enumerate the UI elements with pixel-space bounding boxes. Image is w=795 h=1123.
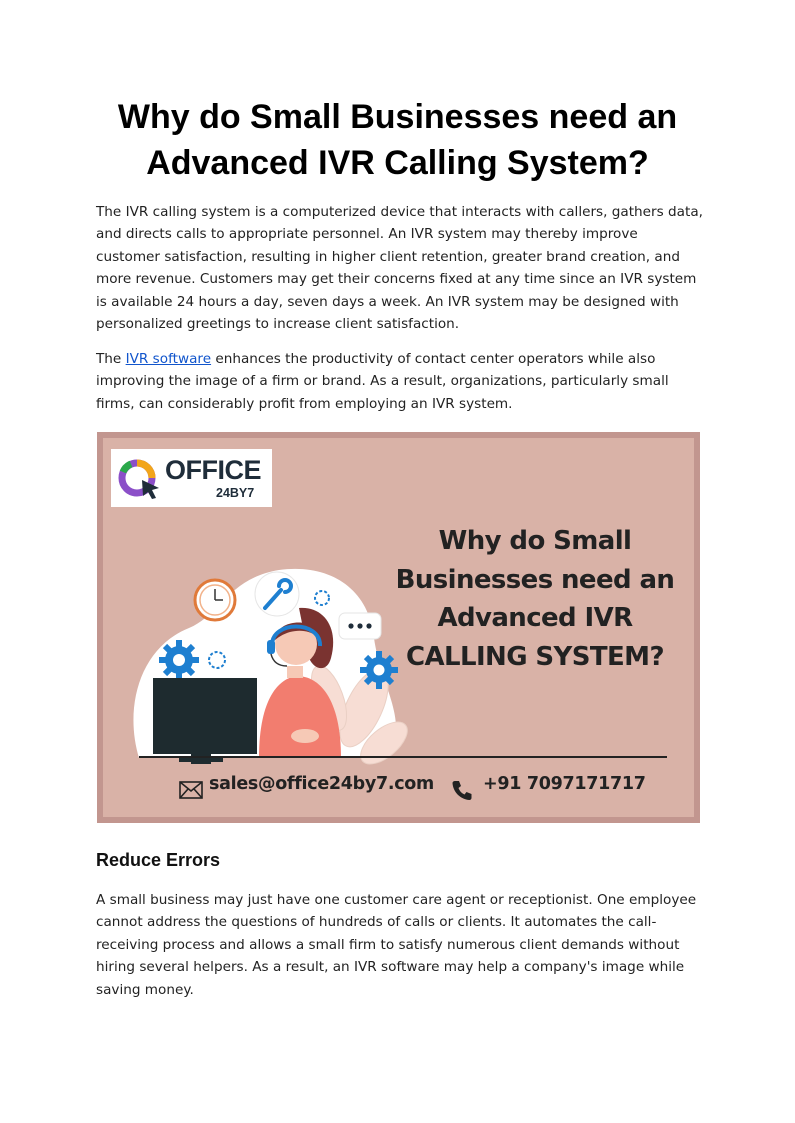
banner-title-line-4: CALLING SYSTEM? — [406, 641, 664, 672]
banner-title — [375, 522, 695, 676]
page-title-line-1: Why do Small Businesses need an — [117, 98, 678, 136]
page-title-line-2: Advanced IVR Calling System? — [146, 144, 649, 182]
page-title — [60, 94, 735, 186]
banner-image — [97, 432, 700, 823]
gear-icon — [159, 640, 199, 680]
contact-phone: +91 7097171717 — [483, 774, 646, 794]
wrench-icon — [255, 572, 299, 616]
banner-title-line-1: Why do Small — [438, 526, 632, 556]
banner-title-line-2: Businesses need an — [395, 564, 675, 595]
banner-background — [103, 438, 694, 817]
section-paragraph: A small business may just have one customer care agent or receptionist. One employee cannot address the questions of hundreds of calls or clients. It automates the call-receiving process and allows a small firm to satisfy numerous client demands without hiring several helpers. As a result, an IVR software may help a company's image while saving money. — [96, 892, 697, 998]
phone-icon — [451, 779, 473, 801]
second-paragraph-suffix: enhances the productivity of contact center operators while also improving the image of a firm or brand. As a result, organizations, particularly small firms, can considerably profit from employing an IVR system. — [96, 351, 669, 412]
logo-q-mark-icon — [115, 454, 165, 502]
contact-email: sales@office24by7.com — [209, 774, 434, 794]
clock-icon — [195, 580, 235, 620]
logo-word: OFFICE — [165, 455, 261, 485]
office24by7-logo — [111, 449, 272, 507]
mail-icon — [179, 781, 203, 799]
chat-dots-icon — [339, 613, 381, 639]
second-paragraph — [96, 348, 706, 415]
logo-subtext: 24BY7 — [216, 486, 255, 500]
banner-divider-line — [139, 756, 667, 758]
second-paragraph-prefix: The — [96, 351, 126, 367]
section-heading-reduce-errors: Reduce Errors — [96, 850, 221, 870]
intro-paragraph: The IVR calling system is a computerized device that interacts with callers, gathers data, and directs calls to appropriate personnel. An IVR system may thereby improve customer satisfaction, resulting in higher client retention, greater brand creation, and more revenue. Customers may get their concerns fixed at any time since an IVR system is available 24 hours a day, seven days a week. An IVR system may be designed with personalized greetings to increase client satisfaction. — [96, 204, 703, 333]
ivr-software-link[interactable]: IVR software — [125, 351, 212, 367]
headset-agent-illustration — [119, 558, 419, 768]
banner-title-line-3: Advanced IVR — [437, 603, 633, 633]
